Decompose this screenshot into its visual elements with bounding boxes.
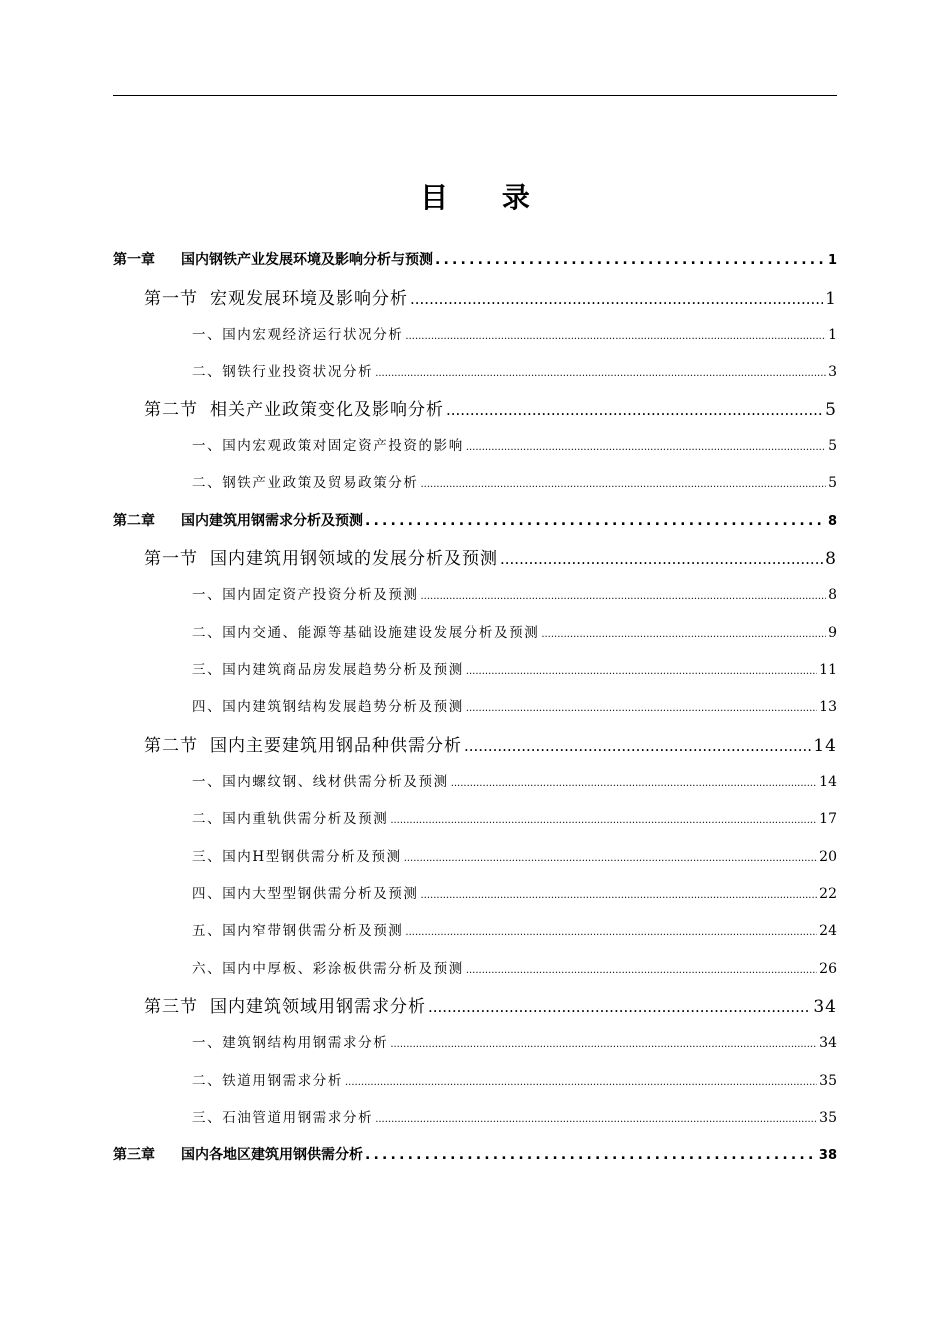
toc-entry-title: 五、国内窄带钢供需分析及预测	[192, 923, 404, 939]
toc-entry-title: 国内钢铁产业发展环境及影响分析与预测	[181, 252, 433, 268]
toc-entry-level-3[interactable]	[192, 434, 837, 454]
toc-dot-leader	[435, 252, 826, 268]
toc-entry-label	[192, 807, 388, 827]
toc-entry-label	[192, 621, 539, 641]
toc-entry-level-3[interactable]	[192, 770, 837, 790]
toc-entry-level-2[interactable]	[144, 992, 837, 1017]
toc-entry-label	[113, 510, 363, 530]
toc-entry-number: 第二节	[144, 400, 198, 420]
toc-entry-level-1[interactable]	[113, 249, 837, 269]
toc-entry-label	[192, 882, 419, 902]
toc-entry-title: 二、钢铁行业投资状况分析	[192, 364, 374, 380]
toc-entry-level-3[interactable]	[192, 658, 837, 678]
toc-dot-leader	[466, 965, 817, 976]
toc-entry-level-2[interactable]	[144, 284, 837, 309]
toc-entry-title: 国内建筑用钢领域的发展分析及预测	[210, 549, 498, 569]
toc-entry-number: 第一章	[113, 252, 155, 268]
toc-entry-number: 第一节	[144, 289, 198, 309]
toc-dot-leader	[421, 890, 818, 901]
toc-dot-leader	[428, 998, 811, 1016]
toc-page-number: 38	[818, 1148, 837, 1163]
toc-page-number: 17	[819, 811, 837, 827]
toc-entry-level-1[interactable]	[113, 510, 837, 530]
toc-page-number: 14	[813, 736, 837, 756]
toc-entry-level-3[interactable]	[192, 583, 837, 603]
toc-page-number: 8	[828, 587, 837, 603]
toc-dot-leader	[464, 737, 811, 755]
toc-dot-leader	[421, 479, 827, 490]
toc-dot-leader	[404, 853, 817, 864]
toc-page-number: 22	[819, 886, 837, 902]
toc-dot-leader	[410, 290, 823, 308]
toc-entry-label	[192, 919, 403, 939]
toc-entry-number: 第一节	[144, 549, 198, 569]
toc-entry-title: 一、国内宏观政策对固定资产投资的影响	[192, 438, 464, 454]
toc-page-number: 8	[827, 514, 837, 529]
toc-entry-level-2[interactable]	[144, 395, 837, 420]
toc-entry-title: 二、国内重轨供需分析及预测	[192, 811, 389, 827]
toc-page-number: 20	[819, 849, 837, 865]
toc-entry-label	[144, 731, 462, 756]
toc-entry-level-3[interactable]	[192, 1031, 837, 1051]
toc-page-number: 35	[819, 1110, 837, 1126]
toc-dot-leader	[390, 1039, 817, 1050]
toc-dot-leader	[375, 368, 826, 379]
toc-page-number: 9	[828, 625, 837, 641]
toc-entry-title: 三、石油管道用钢需求分析	[192, 1110, 374, 1126]
toc-dot-leader	[446, 401, 823, 419]
toc-entry-level-3[interactable]	[192, 845, 837, 865]
toc-entry-number: 第三节	[144, 997, 198, 1017]
toc-entry-title: 四、国内大型型钢供需分析及预测	[192, 886, 419, 902]
toc-dot-leader	[390, 815, 817, 826]
toc-entry-title: 宏观发展环境及影响分析	[210, 289, 408, 309]
header-rule	[113, 95, 837, 96]
toc-entry-label	[113, 1144, 363, 1164]
toc-entry-label	[144, 992, 426, 1017]
toc-dot-leader	[365, 1147, 817, 1163]
toc-dot-leader	[466, 442, 826, 453]
toc-entry-number: 第三章	[113, 1147, 155, 1163]
toc-entry-label	[192, 770, 449, 790]
toc-entry-title: 国内建筑用钢需求分析及预测	[181, 513, 363, 529]
toc-entry-level-3[interactable]	[192, 807, 837, 827]
toc-entry-level-1[interactable]	[113, 1144, 837, 1164]
toc-page-number: 34	[813, 997, 837, 1017]
toc-entry-number: 第二章	[113, 513, 155, 529]
toc-entry-title: 国内建筑领域用钢需求分析	[210, 997, 426, 1017]
toc-entry-title: 国内各地区建筑用钢供需分析	[181, 1147, 363, 1163]
toc-dot-leader	[466, 666, 817, 677]
toc-entry-label	[192, 583, 419, 603]
toc-page-number: 1	[828, 327, 837, 343]
page-title: 目 录	[420, 181, 552, 214]
toc-page-number: 11	[819, 662, 837, 678]
toc-entry-label	[192, 845, 402, 865]
toc-entry-label	[192, 1031, 388, 1051]
toc-entry-title: 二、铁道用钢需求分析	[192, 1073, 343, 1089]
toc-entry-title: 一、国内固定资产投资分析及预测	[192, 587, 419, 603]
toc-entry-number: 第二节	[144, 736, 198, 756]
toc-dot-leader	[451, 778, 817, 789]
toc-entry-title: 相关产业政策变化及影响分析	[210, 400, 444, 420]
toc-entry-level-2[interactable]	[144, 731, 837, 756]
toc-dot-leader	[466, 703, 817, 714]
toc-entry-title: 国内主要建筑用钢品种供需分析	[210, 736, 462, 756]
toc-page-number: 8	[825, 549, 837, 569]
toc-entry-level-3[interactable]	[192, 695, 837, 715]
toc-entry-level-3[interactable]	[192, 1106, 837, 1126]
toc-entry-label	[192, 434, 464, 454]
toc-entry-label	[144, 395, 444, 420]
toc-entry-label	[192, 1069, 343, 1089]
toc-entry-label	[144, 544, 498, 569]
toc-page-number: 26	[819, 961, 837, 977]
toc-dot-leader	[345, 1077, 817, 1088]
toc-entry-label	[192, 957, 464, 977]
toc-page-number: 34	[819, 1035, 837, 1051]
toc-entry-title: 三、国内建筑商品房发展趋势分析及预测	[192, 662, 464, 678]
toc-dot-leader	[405, 331, 826, 342]
toc-entry-level-3[interactable]	[192, 360, 837, 380]
toc-entry-title: 一、国内螺纹钢、线材供需分析及预测	[192, 774, 449, 790]
toc-entry-label	[144, 284, 408, 309]
toc-entry-title: 一、建筑钢结构用钢需求分析	[192, 1035, 389, 1051]
toc-entry-level-3[interactable]	[192, 919, 837, 939]
toc-page-number: 35	[819, 1073, 837, 1089]
toc-page-number: 3	[828, 364, 837, 380]
toc-entry-level-3[interactable]	[192, 323, 837, 343]
toc-dot-leader	[541, 629, 826, 640]
toc-entry-title: 一、国内宏观经济运行状况分析	[192, 327, 404, 343]
toc-entry-title: 二、国内交通、能源等基础设施建设发展分析及预测	[192, 625, 540, 641]
toc-entry-title: 四、国内建筑钢结构发展趋势分析及预测	[192, 699, 464, 715]
toc-page-number: 1	[827, 253, 837, 268]
toc-dot-leader	[421, 591, 827, 602]
toc-page-number: 13	[819, 699, 837, 715]
toc-entry-label	[192, 1106, 373, 1126]
toc-entry-level-2[interactable]	[144, 544, 837, 569]
toc-entry-level-3[interactable]	[192, 882, 837, 902]
toc-page-number: 1	[825, 289, 837, 309]
toc-page-number: 5	[825, 400, 837, 420]
toc-page-number: 5	[828, 438, 837, 454]
toc-dot-leader	[500, 550, 823, 568]
toc-page-number: 14	[819, 774, 837, 790]
toc-dot-leader	[405, 927, 817, 938]
toc-entry-level-3[interactable]	[192, 471, 837, 491]
toc-entry-title: 六、国内中厚板、彩涂板供需分析及预测	[192, 961, 464, 977]
toc-page-number: 24	[819, 923, 837, 939]
toc-page-number: 5	[828, 475, 837, 491]
toc-entry-label	[192, 360, 373, 380]
toc-entry-label	[192, 658, 464, 678]
toc-entry-label	[192, 471, 419, 491]
toc-entry-level-3[interactable]	[192, 957, 837, 977]
toc-entry-label	[113, 249, 433, 269]
toc-entry-level-3[interactable]	[192, 621, 837, 641]
toc-entry-label	[192, 323, 403, 343]
toc-dot-leader	[375, 1114, 817, 1125]
toc-dot-leader	[365, 513, 826, 529]
toc-entry-title: 二、钢铁产业政策及贸易政策分析	[192, 475, 419, 491]
toc-entry-level-3[interactable]	[192, 1069, 837, 1089]
toc-entry-title: 三、国内H型钢供需分析及预测	[192, 849, 402, 865]
toc-entry-label	[192, 695, 464, 715]
